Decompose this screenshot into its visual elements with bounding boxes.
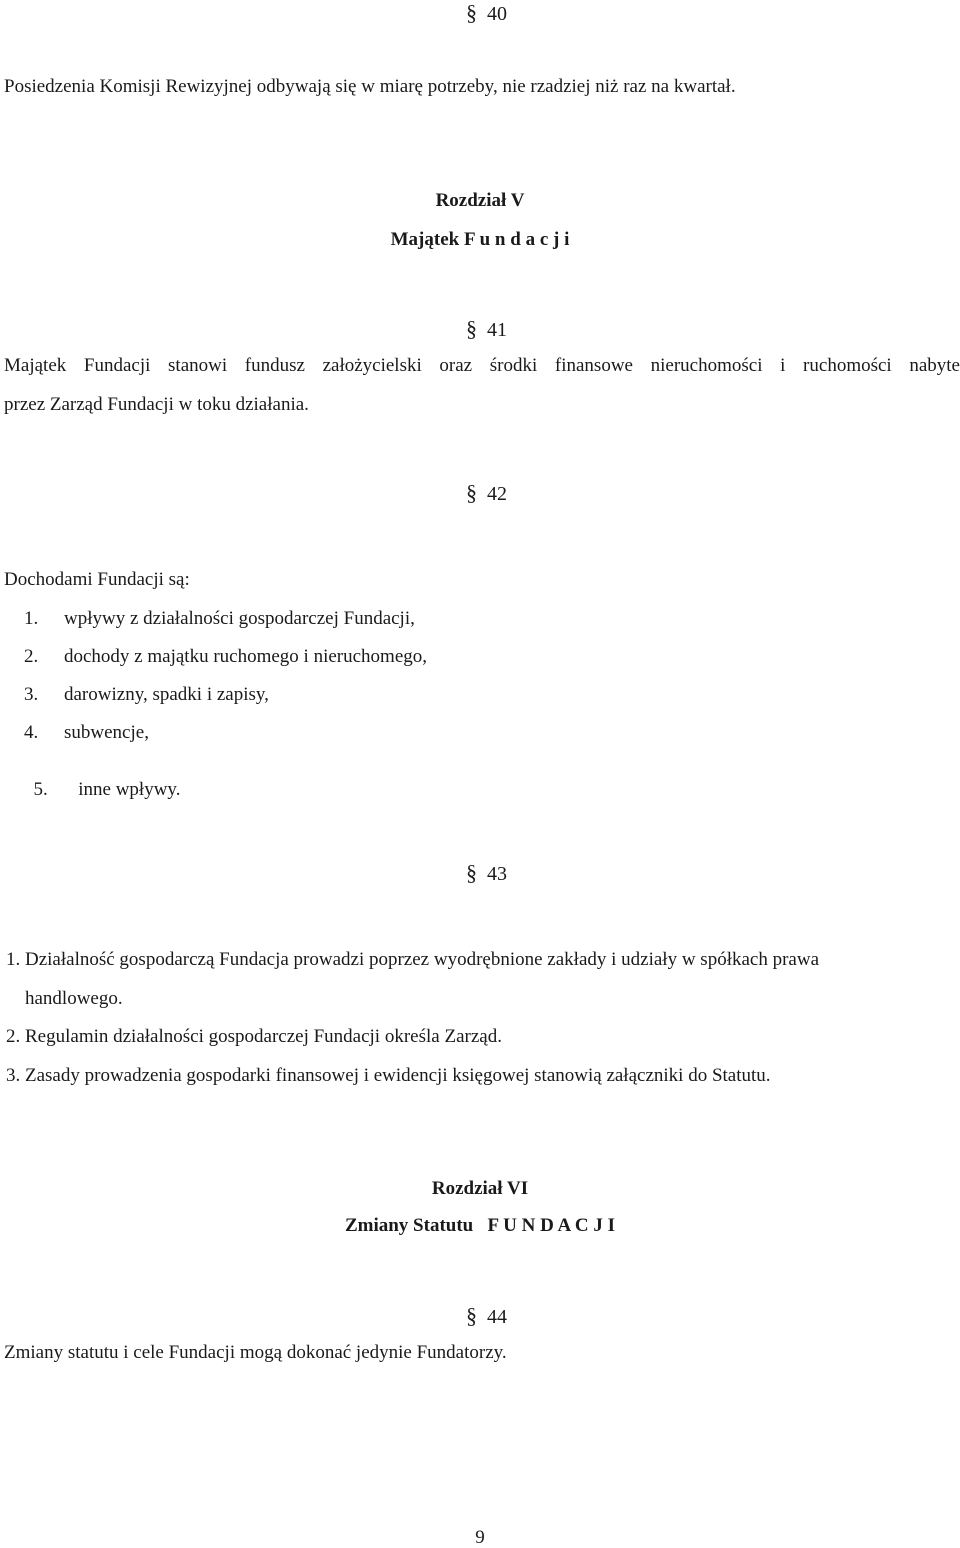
list-item-text: darowizny, spadki i zapisy, — [64, 684, 269, 705]
chapter-5-title: Rozdział V — [435, 190, 525, 211]
section-41-marker — [466, 318, 507, 340]
section-number: 44 — [487, 1306, 507, 1328]
section-symbol: § — [466, 316, 477, 341]
section-number: 42 — [487, 483, 507, 505]
list-item-text: inne wpływy. — [73, 779, 181, 800]
list-item — [24, 723, 149, 742]
chapter-6-subtitle: Zmiany Statutu F U N D A C J I — [344, 1215, 616, 1236]
paragraph-44-text: Zmiany statutu i cele Fundacji mogą dokonać jedynie Fundatorzy. — [4, 1342, 507, 1363]
paragraph-43-item-1-line-1: 1. Działalność gospodarczą Fundacja prowadzi poprzez wyodrębnione zakłady i udziały w spółkach prawa — [6, 949, 820, 970]
section-symbol: § — [466, 1303, 477, 1328]
section-number: 40 — [487, 3, 507, 25]
paragraph-43-item-2: 2. Regulamin działalności gospodarczej Fundacji określa Zarząd. — [6, 1026, 502, 1047]
list-item-number: 1. — [24, 608, 39, 629]
section-symbol: § — [466, 860, 477, 885]
section-number: 41 — [487, 319, 507, 341]
list-item — [24, 685, 269, 704]
section-symbol: § — [466, 0, 477, 25]
section-40-marker — [466, 2, 507, 24]
list-item-number: 4. — [24, 722, 39, 743]
paragraph-41-line-2: przez Zarząd Fundacji w toku działania. — [4, 394, 309, 415]
list-item — [24, 647, 427, 666]
list-item-text: dochody z majątku ruchomego i nieruchomego, — [64, 646, 428, 667]
section-symbol: § — [466, 480, 477, 505]
paragraph-42-intro: Dochodami Fundacji są: — [4, 569, 190, 590]
chapter-5-subtitle: Majątek F u n d a c j i — [390, 229, 570, 250]
paragraph-40-text: Posiedzenia Komisji Rewizyjnej odbywają się w miarę potrzeby, nie rzadziej niż raz na kwartał. — [4, 76, 736, 97]
section-43-marker — [466, 862, 507, 884]
section-42-marker — [466, 482, 507, 504]
list-item — [24, 609, 415, 628]
section-number: 43 — [487, 863, 507, 885]
list-item-text: wpływy z działalności gospodarczej Fundacji, — [64, 608, 415, 629]
list-item-number: 2. — [24, 646, 39, 667]
paragraph-43-item-3: 3. Zasady prowadzenia gospodarki finansowej i ewidencji księgowej stanowią załączniki do Statutu. — [6, 1065, 771, 1086]
list-item — [24, 761, 180, 799]
list-item-number: 5. — [33, 779, 48, 800]
paragraph-43-item-1-line-2: handlowego. — [25, 988, 123, 1009]
list-item-text: subwencje, — [64, 722, 149, 743]
page-number: 9 — [475, 1527, 485, 1548]
paragraph-41-line-1: Majątek Fundacji stanowi fundusz założycielski oraz środki finansowe nieruchomości i ruchomości nabyte — [4, 355, 960, 376]
list-item-number: 3. — [24, 684, 39, 705]
chapter-6-title: Rozdział VI — [431, 1178, 529, 1199]
section-44-marker — [466, 1305, 507, 1327]
